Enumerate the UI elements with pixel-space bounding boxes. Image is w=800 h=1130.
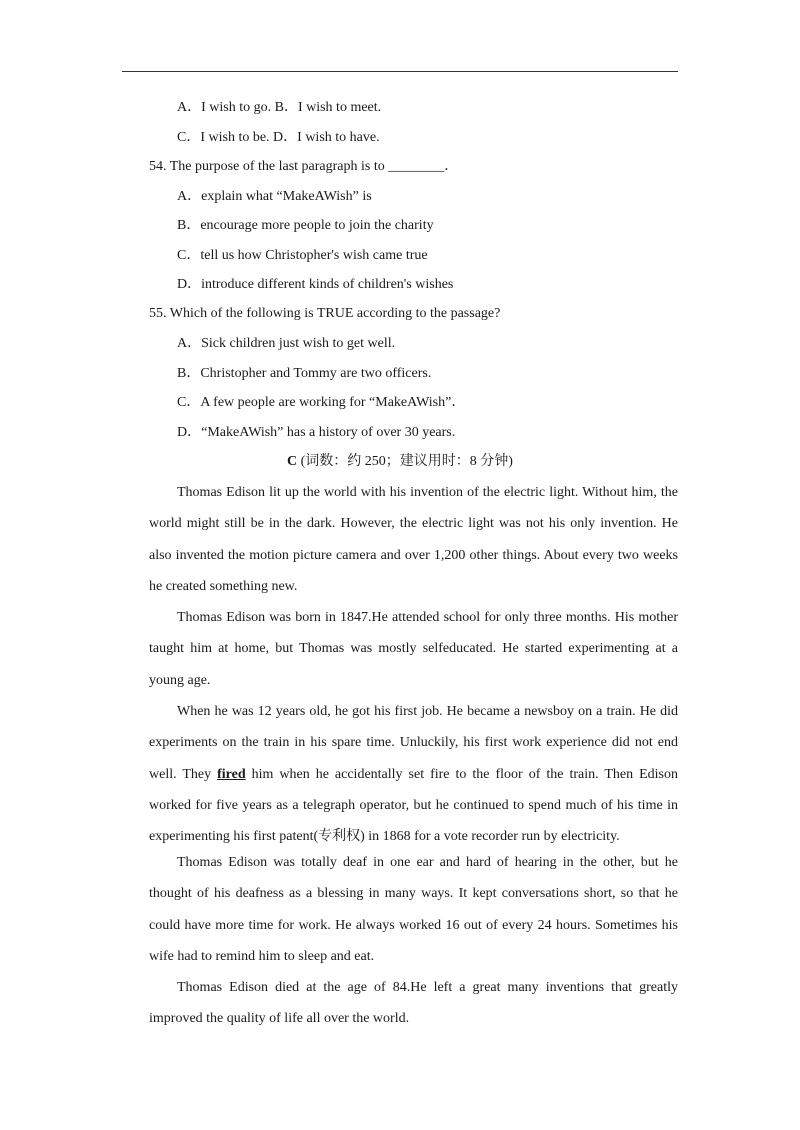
passage-paragraph-3 (149, 696, 678, 852)
section-letter: C (287, 454, 298, 469)
q55-stem: 55. Which of the following is TRUE according to the passage? (149, 306, 501, 321)
header-rule (122, 71, 678, 72)
q54-option-c: C．tell us how Christopher's wish came true (177, 248, 428, 263)
q55-option-c: C．A few people are working for “MakeAWish”． (177, 395, 466, 410)
keyword-fired: fired (217, 766, 246, 782)
q54-stem: 54. The purpose of the last paragraph is to ________． (149, 159, 459, 174)
section-info: (词数：约 250；建议用时：8 分钟) (297, 454, 513, 469)
q54-option-b: B．encourage more people to join the charity (177, 218, 434, 233)
q54-option-d: D．introduce different kinds of children's wishes (177, 277, 454, 292)
q55-option-a: A．Sick children just wish to get well. (177, 336, 396, 351)
q53-options-cd: C．I wish to be. D．I wish to have. (177, 130, 380, 145)
passage-paragraph-1: Thomas Edison lit up the world with his invention of the electric light. Without him, the world might still be in the dark. However, the electric light was not his only invention. He also invented the motion picture camera and over 1,200 other things. About every two weeks he created something new. (149, 485, 678, 594)
q53-options-ab: A．I wish to go. B．I wish to meet. (177, 100, 382, 115)
passage-paragraph-2: Thomas Edison was born in 1847.He attended school for only three months. His mother taught him at home, but Thomas was mostly selfeducated. He started experimenting at a young age. (149, 610, 678, 688)
section-heading (0, 452, 800, 472)
passage-paragraph-5: Thomas Edison died at the age of 84.He left a great many inventions that greatly improved the quality of life all over the world. (149, 980, 678, 1027)
q55-option-d: D．“MakeAWish” has a history of over 30 years. (177, 425, 456, 440)
q54-option-a: A．explain what “MakeAWish” is (177, 189, 372, 204)
paragraph-3-text-start: When he was 12 years old, he got his first job. He became a newsboy on a train. He did experiments on the train in his spare time. Unluckily, his first work experience did not end well. They (149, 704, 678, 782)
passage-paragraph-4: Thomas Edison was totally deaf in one ear and hard of hearing in the other, but he thought of his deafness as a blessing in many ways. It kept conversations short, so that he could have more time for work. He always worked 16 out of every 24 hours. Sometimes his wife had to remind him to sleep and eat. (149, 855, 678, 964)
q55-option-b: B．Christopher and Tommy are two officers. (177, 366, 432, 381)
paragraph-3-text-end: him when he accidentally set fire to the floor of the train. Then Edison worked for five years as a telegraph operator, but he continued to spend much of his time in experimenting his first patent(专利权) in 1868 for a vote recorder run by electricity. (149, 766, 678, 845)
